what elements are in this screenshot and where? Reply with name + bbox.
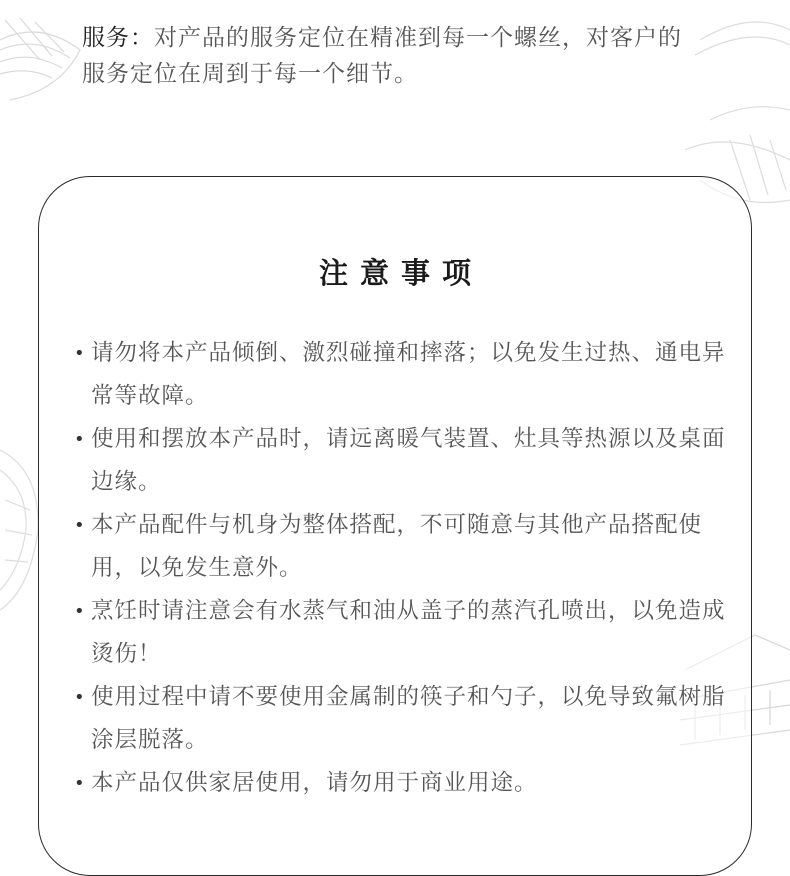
list-item xyxy=(74,762,734,805)
list-item xyxy=(74,504,734,590)
list-item xyxy=(74,332,734,418)
list-item xyxy=(74,676,734,762)
service-text: 对产品的服务定位在精准到每一个螺丝，对客户的服务定位在周到于每一个细节。 xyxy=(82,25,682,87)
list-item-text: 本产品配件与机身为整体搭配，不可随意与其他产品搭配使用，以免发生意外。 xyxy=(91,512,703,581)
list-item-text: 请勿将本产品倾倒、激烈碰撞和摔落；以免发生过热、通电异常等故障。 xyxy=(91,340,726,409)
notice-title: 注意事项 xyxy=(318,256,483,290)
notice-card xyxy=(38,176,752,876)
service-label: 服务： xyxy=(82,25,154,51)
notice-list xyxy=(74,332,734,805)
bullet-icon: • xyxy=(74,687,86,708)
bullet-icon: • xyxy=(74,773,86,794)
list-item-text: 本产品仅供家居使用，请勿用于商业用途。 xyxy=(91,770,538,796)
bullet-icon: • xyxy=(74,515,86,536)
bullet-icon: • xyxy=(74,601,86,622)
service-paragraph xyxy=(82,20,702,92)
bullet-icon: • xyxy=(74,429,86,450)
list-item xyxy=(74,590,734,676)
list-item xyxy=(74,418,734,504)
list-item-text: 使用和摆放本产品时，请远离暖气装置、灶具等热源以及桌面边缘。 xyxy=(91,426,726,495)
list-item-text: 烹饪时请注意会有水蒸气和油从盖子的蒸汽孔喷出，以免造成烫伤！ xyxy=(91,598,726,667)
list-item-text: 使用过程中请不要使用金属制的筷子和勺子，以免导致氟树脂涂层脱落。 xyxy=(91,684,726,753)
bullet-icon: • xyxy=(74,343,86,364)
